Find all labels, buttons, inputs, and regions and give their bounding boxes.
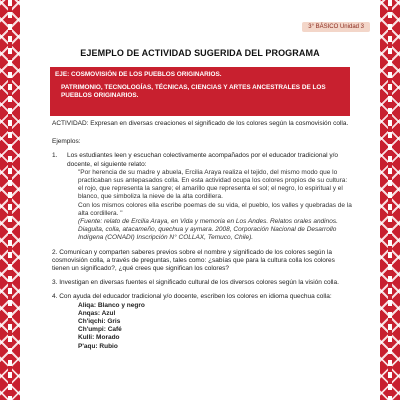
list-number: 1. [52, 152, 58, 160]
axis-line-2: PATRIMONIO, TECNOLOGÍAS, TÉCNICAS, CIENCIAS Y ARTES ANCESTRALES DE LOS PUEBLOS ORIGINARIOS. [61, 84, 326, 99]
activity-statement: ACTIVIDAD: Expresan en diversas creaciones el significado de los colores según la cosmovisión colla. [52, 120, 349, 127]
list-item-2: 2. Comunican y comparten saberes previos sobre el nombre y significado de los colores según la cosmovisión colla, a través de preguntas, tales como: ¿sabías que para la cultura colla los colores tienen un significado?, ¿qué crees que significan los colores? [52, 248, 335, 273]
page-title: EJEMPLO DE ACTIVIDAD SUGERIDA DEL PROGRAMA [80, 48, 320, 58]
color-item: Kulli: Morado [78, 334, 120, 342]
quote-block [52, 169, 352, 243]
color-item: P'aqu: Rubio [78, 342, 118, 350]
list-item-4: 4. Con ayuda del educador tradicional y/o docente, escriben los colores en idioma quechua colla: [52, 293, 332, 301]
color-item: Ch'iqchi: Gris [78, 318, 121, 326]
list-item-3: 3. Investigan en diversas fuentes el significado cultural de los diversos colores según la visión colla. [52, 279, 339, 287]
color-item: Anqas: Azul [78, 309, 116, 317]
list-item-1 [52, 152, 352, 168]
left-decorative-border [0, 0, 20, 400]
color-item: Ch'umpi: Café [78, 326, 122, 334]
list-item-text: Los estudiantes leen y escuchan colectivamente acompañados por el educador tradicional y/o docente, el siguiente relato: [67, 152, 339, 168]
quote-source: (Fuente: relato de Ercilia Araya, en Vida y memoria en Los Andes. Relatos orales andinos. Diaguita, colla, atacameño, quechua y aymara. 2008, Corporación Nacional de Desarrollo Indígena (CONADI) Inscripción N° COLLAX, Temuco, Chile). [78, 218, 338, 242]
color-list [52, 302, 352, 351]
quote-paragraph-1: "Por herencia de su madre y abuela, Ercilia Araya realiza el tejido, del mismo modo que lo practicaban sus antepasados colla. En esta actividad ocupa los colores propios de su cultura: el rojo, que representa la sangre; el amarillo que representa el sol; el negro, lo espiritual y el blanco, que simboliza la nieve de la alta cordillera. [78, 168, 348, 201]
right-decorative-border [380, 0, 400, 400]
axis-box [50, 67, 350, 116]
level-badge: 3° BÁSICO Unidad 3 [302, 22, 370, 32]
activity-content [52, 120, 352, 351]
examples-label: Ejemplos: [52, 138, 81, 146]
quote-paragraph-2: Con los mismos colores ella escribe poemas de su vida, el pueblo, los valles y quebradas de la alta cordillera. " [78, 201, 352, 217]
color-item: Aliqa: Blanco y negro [78, 301, 145, 309]
axis-line-1: EJE: COSMOVISIÓN DE LOS PUEBLOS ORIGINARIOS. [55, 71, 222, 78]
